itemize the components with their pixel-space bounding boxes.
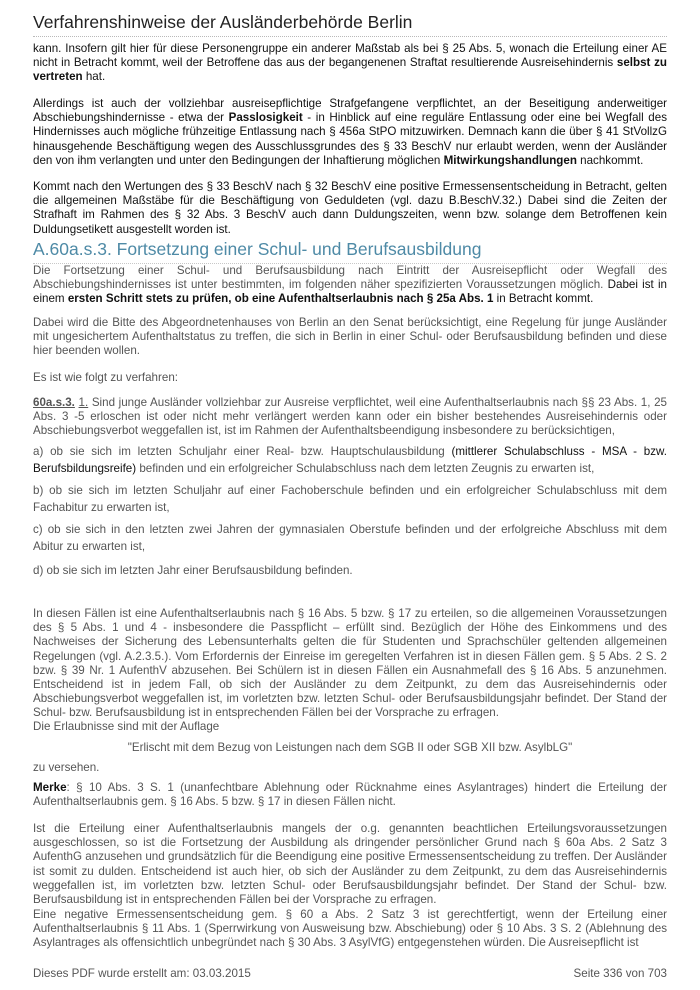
paragraph-2 bbox=[33, 97, 667, 168]
text: Ist die Erteilung einer Aufenthaltserlaubnis mangels der o.g. genannten beachtlichen Erteilungsvoraussetzungen ausgeschlossen, so ist die Fortsetzung der Ausbildung als dringender persönlicher Grund nach § 60a Abs. 2 Satz 3 AufenthG anzusehen und grundsätzlich für die Beendigung eine positive Ermessensentscheidung zu treffen. Der Ausländer ist somit zu dulden. Entscheidend ist auch hier, ob sich der Ausländer zu dem Zeitpunkt, zu dem das Ausreisehindernis weggefallen ist, im vorletzten bzw. letzten Schul- oder Berufsausbildungsjahr befindet. Der Stand der Schul- bzw. Berufsausbildung ist in entsprechenden Fällen bei der Vorsprache zu erfragen. bbox=[33, 822, 667, 907]
paragraph-13 bbox=[33, 822, 667, 907]
paragraph-6 bbox=[33, 371, 667, 385]
text: b) ob sie sich im letzten Schuljahr auf einer Fachoberschule befinden und ein erfolgreicher Schulabschluss mit dem Fachabitur zu erwarten ist, bbox=[33, 484, 667, 514]
bold-text: Mitwirkungshandlungen bbox=[443, 153, 577, 167]
text: Dabei wird die Bitte des Abgeordnetenhauses von Berlin an den Senat berücksichtigt, eine Regelung für junge Ausländer mit ungesichertem Aufenthaltstatus zu treffen, die sich in Berlin in einer Schul- oder Berufsausbildung befinden und diese hier beenden wollen. bbox=[33, 316, 667, 358]
text: Kommt nach den Wertungen des § 33 BeschV nach § 32 BeschV eine positive Ermessensentscheidung in Betracht, gelten die allgemeinen Maßstäbe für die Beschäftigung von Geduldeten (vgl. dazu B.BeschV.32.) Dabei sind die Zeiten der Strafhaft im Rahmen des § 32 Abs. 3 BeschV auch dann Duldungszeiten, wenn bzw. solange dem Betroffenen kein Duldungsetikett ausgestellt worden ist. bbox=[33, 180, 667, 236]
footer-page-number: Seite 336 von 703 bbox=[573, 967, 667, 980]
bold-text: Passlosigkeit bbox=[228, 111, 303, 125]
paragraph-7 bbox=[33, 396, 667, 439]
paragraph-14 bbox=[33, 908, 667, 951]
text: Dabei ist in einem bbox=[33, 278, 667, 306]
text: c) ob sie sich in den letzten zwei Jahren der gymnasialen Oberstufe befinden und der erfolgreiche Abschluss mit dem Abitur zu erwarten ist, bbox=[33, 523, 667, 553]
text: zu versehen. bbox=[33, 761, 100, 774]
text: In diesen Fällen ist eine Aufenthaltserlaubnis nach § 16 Abs. 5 bzw. § 17 zu erteilen, so die allgemeinen Voraussetzungen des § 5 Abs. 1 und 4 - insbesondere die Passpflicht – erfüllt sind. Bezüglich der Höhe des Einkommens und des Nachweises der Sicherung des Lebensunterhalts gelten die für Studenten und Sprachschüler geltenden allgemeinen Regelungen (vgl. A.2.3.5.). Vom Erfordernis der Einreise im geregelten Verfahren ist in diesen Fällen gem. § 5 Abs. 2 S. 2 bzw. § 39 Nr. 1 AufenthV abzusehen. Bei Schülern ist in diesen Fällen ein Ausnahmefall des § 16 Abs. 5 anzunehmen. Entscheidend ist in jedem Fall, ob sich der Ausländer zu dem Zeitpunkt, zu dem das Ausreisehindernis oder Abschiebungsverbot weggefallen ist, im vorletzten bzw. letzten Schul- oder Berufsausbildungsjahr befindet. Der Stand der Schul- bzw. Berufsausbildung ist in entsprechenden Fällen bei der Vorsprache zu erfragen. bbox=[33, 607, 667, 720]
text: a) ob sie sich im letzten Schuljahr einer Real- bzw. Hauptschulausbildung bbox=[33, 445, 452, 458]
header-divider bbox=[33, 36, 667, 37]
paragraph-9 bbox=[33, 720, 667, 734]
item-number: 1. bbox=[78, 396, 89, 409]
text: : § 10 Abs. 3 S. 1 (unanfechtbare Ablehnung oder Rücknahme eines Asylantrages) hindert die Erteilung der Aufenthaltserlaubnis gem. § 16 Abs. 5 bzw. § 17 in diesen Fällen nicht. bbox=[33, 781, 667, 809]
bold-text: Merke bbox=[33, 781, 67, 794]
quoted-condition: "Erlischt mit dem Bezug von Leistungen nach dem SGB II oder SGB XII bzw. AsylbLG" bbox=[127, 741, 573, 754]
text: - in Hinblick auf eine reguläre Entlassung oder eine bei Wegfall des Hindernisses auch mögliche frühzeitige Entlassung nach § 456a StPO mitzuwirken. Demnach kann die über § 41 StVollzG hinausgehende Beschäftigung wegen des Ausschlussgrundes des § 33 BeschV nur erlaubt werden, wenn der Ausländer den von ihm verlangten und unter den Bedingungen der Inhaftierung möglichen bbox=[33, 111, 667, 167]
text: (mittlerer Schulabschluss - MSA - bzw. Berufsbildungsreife) bbox=[33, 445, 668, 475]
text: Die Erlaubnisse sind mit der Auflage bbox=[33, 720, 220, 733]
paragraph-1 bbox=[33, 42, 667, 85]
paragraph-12 bbox=[33, 781, 667, 809]
criteria-list bbox=[33, 443, 667, 477]
section-heading: A.60a.s.3. Fortsetzung einer Schul- und Berufsausbildung bbox=[33, 239, 482, 259]
list-item-c bbox=[33, 521, 667, 555]
list-item-d bbox=[33, 562, 667, 579]
paragraph-8 bbox=[33, 607, 667, 721]
text: nachkommt. bbox=[576, 153, 644, 167]
text: Es ist wie folgt zu verfahren: bbox=[33, 371, 178, 384]
text: kann. Insofern gilt hier für diese Personengruppe ein anderer Maßstab als bei § 25 Abs. 5, wonach die Erteilung einer AE nicht in Betracht kommt, weil der Betroffene das aus der begangenenen Straftat resultierende Ausreisehindernis bbox=[33, 42, 667, 70]
text: hat. bbox=[82, 70, 106, 84]
paragraph-11 bbox=[33, 761, 667, 775]
text: d) ob sie sich im letzten Jahr einer Berufsausbildung befinden. bbox=[33, 564, 353, 577]
paragraph-5 bbox=[33, 316, 667, 359]
section-reference: 60a.s.3. bbox=[33, 396, 75, 409]
bold-text: ersten Schritt stets zu prüfen, ob eine Aufenthaltserlaubnis nach § 25a Abs. 1 bbox=[67, 292, 494, 306]
text: Sind junge Ausländer vollziehbar zur Ausreise verpflichtet, weil eine Aufenthaltserlaubnis nach §§ 23 Abs. 1, 25 Abs. 3 -5 erloschen ist oder nicht mehr verlängert werden kann oder ein bisher bestehendes Ausreisehindernis oder Abschiebungsverbot weggefallen ist, ist im Rahmen der Aufenthaltsbeendigung insbesondere zu berücksichtigen, bbox=[33, 396, 667, 438]
list-item-b bbox=[33, 482, 667, 516]
paragraph-3 bbox=[33, 180, 667, 237]
paragraph-4 bbox=[33, 264, 667, 307]
text: befinden und ein erfolgreicher Schulabschluss nach dem letzten Zeugnis zu erwarten ist, bbox=[136, 462, 595, 475]
text: Allerdings ist auch der vollziehbar ausreisepflichtige Strafgefangene verpflichtet, an der Beseitigung anderweitiger Abschiebungshindernisse - etwa der bbox=[33, 97, 667, 125]
text: in Betracht kommt. bbox=[493, 292, 594, 306]
text: Die Fortsetzung einer Schul- und Berufsausbildung nach Eintritt der Ausreisepflicht oder Wegfall des Abschiebungshindernisses ist unter bestimmten, im folgenden näher spezifizierten Voraussetzungen möglich. bbox=[33, 264, 667, 292]
document-header-title: Verfahrenshinweise der Ausländerbehörde Berlin bbox=[33, 12, 413, 32]
list-item-a bbox=[33, 443, 667, 477]
text: Eine negative Ermessensentscheidung gem. § 60 a Abs. 2 Satz 3 ist gerechtfertigt, wenn der Erteilung einer Aufenthaltserlaubnis § 11 Abs. 1 (Sperrwirkung von Ausweisung bzw. Abschiebung) oder § 10 Abs. 3 S. 2 (Ablehnung des Asylantrages als offensichtlich unbegründet nach § 30 Abs. 3 AsylVfG) entgegenstehen würden. Die Ausreisepflicht ist bbox=[33, 908, 667, 950]
paragraph-10 bbox=[33, 741, 667, 755]
footer-created-date: Dieses PDF wurde erstellt am: 03.03.2015 bbox=[33, 967, 251, 980]
bold-text: selbst zu vertreten bbox=[33, 56, 667, 84]
